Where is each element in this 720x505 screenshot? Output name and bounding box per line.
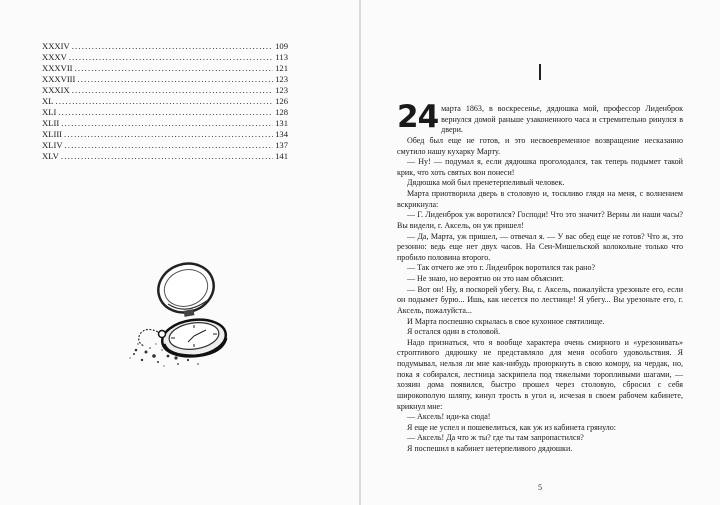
paragraph: — Г. Лиденброк уж воротился? Господи! Что это значит? Верны ли наши часы? Вы видели, г. Аксель, он уж пришел!: [397, 210, 683, 230]
toc-row: [42, 52, 288, 63]
toc-page-number: 109: [275, 41, 288, 51]
toc-row: [42, 41, 288, 52]
toc-row: [42, 129, 288, 140]
toc-chapter-number: XXXVII: [42, 63, 73, 74]
toc-page-number: 137: [275, 140, 288, 151]
paragraph: Я еще не успел и пошевелиться, как уж из кабинета грянуло:: [407, 422, 617, 432]
toc-row: [42, 118, 288, 129]
toc-leader-dots: [58, 107, 273, 118]
chapter-number: [539, 64, 541, 80]
toc-leader-dots: [75, 63, 274, 74]
paragraph: Надо признаться, что я вообще характера очень смирного и «урезонивать» строптивого дядюшку не представлялo для меня особого удовольствия. Я подумывал, нельзя ли мне как-нибудь проюркнуть в свою комору, на чердак, но, пока я собирался, лестница заскрипела под тяжелыми торопливыми шагами, — хозяин дома появился, быстро прошел через столовую, сбросил с себя широкополую шляпу, кинул трость в угол и, исчезая в своем рабочем кабинете, крикнул мне:: [397, 337, 683, 411]
toc-chapter-number: XXXIV: [42, 41, 70, 51]
toc-row: [42, 85, 288, 96]
toc-page-number: 123: [275, 85, 288, 96]
paragraph: Я поспешил в кабинет нетерпеливого дядюшки.: [407, 444, 573, 453]
paragraph: — Аксель! иди-ка сюда!: [407, 412, 491, 422]
toc-page-number: 131: [275, 118, 288, 129]
toc-leader-dots: [69, 52, 274, 63]
toc-chapter-number: XXXVIII: [42, 74, 76, 85]
chapter-text: [397, 99, 683, 455]
toc-chapter-number: XXXIX: [42, 85, 70, 96]
pocket-watch-icon: [128, 256, 238, 368]
opening-paragraph: [397, 99, 683, 136]
opening-text: марта 1863, в воскресенье, дядюшка мой, профессор Лиденброк вернулся домой раньше узаконенного часа и стремительно ринулся в двери.: [441, 104, 683, 135]
toc-leader-dots: [64, 129, 273, 140]
toc-chapter-number: XLV: [42, 151, 59, 162]
toc-page-number: 141: [275, 151, 288, 162]
paragraph: Я остался один в столовой.: [407, 327, 501, 337]
toc-chapter-number: XXXV: [42, 52, 67, 63]
toc-page-number: 121: [275, 63, 288, 74]
toc-page-number: 126: [275, 96, 288, 107]
toc-row: [42, 74, 288, 85]
toc-page-number: 123: [275, 74, 288, 85]
toc-leader-dots: [61, 151, 273, 162]
toc-page-number: 134: [275, 129, 288, 140]
toc-leader-dots: [61, 118, 273, 129]
paragraph: — Вот он! Ну, я поскорей убегу. Вы, г. Аксель, пожалуйста урезоньте его, если он подымет бурю... Ишь, как несется по лестнице! Я убегу... Вы урезоньте его, г. Аксель, пожалуйста...: [397, 284, 683, 315]
toc-chapter-number: XLII: [42, 118, 60, 129]
paragraph: — Да, Марта, уж пришел, — отвечал я. — У вас обед еще не готов? Что ж, это резонно: ведь еще нет двух часов. На Сен-Мишельской колокольне только что пробило половина второго.: [397, 231, 683, 262]
toc-chapter-number: XLIV: [42, 140, 63, 151]
paragraph: Марта приотворила дверь в столовую и, тоскливо глядя на меня, с волнением вскрикнула:: [397, 189, 683, 209]
left-page: [0, 0, 359, 505]
toc-leader-dots: [72, 41, 273, 52]
paragraph: — Не знаю, но вероятно он это нам объяснит.: [407, 274, 564, 283]
page-number: 5: [538, 483, 542, 492]
paragraph: Обед был еще не готов, и это несвоевременное возвращение нескaзанно смутило нашу кухарку Марту.: [397, 135, 683, 156]
paragraph: Дядюшка мой был пренетерпеливый человек.: [407, 178, 565, 188]
toc-leader-dots: [77, 74, 273, 85]
toc-row: [42, 107, 288, 118]
toc-chapter-number: XLIII: [42, 129, 63, 140]
toc-row: [42, 96, 288, 107]
paragraph: — Аксель! Да что ж ты? где ты там запропастился?: [407, 433, 584, 443]
paragraph: — Так отчего же это г. Лиденброк воротился так рано?: [407, 263, 596, 273]
toc-leader-dots: [72, 85, 273, 96]
toc-leader-dots: [55, 96, 273, 107]
toc-chapter-number: XL: [42, 96, 54, 107]
toc-row: [42, 63, 288, 74]
toc-row: [42, 140, 288, 151]
toc-leader-dots: [65, 140, 274, 151]
table-of-contents: [42, 41, 288, 163]
paragraph: И Марта поспешно скрылась в свое кухонное святилище.: [407, 316, 605, 326]
paragraph: — Ну! — подумал я, если дядюшка проголодался, так теперь подымет такой крик, что хоть святых вон понеси!: [397, 157, 683, 177]
drop-cap-date: 24: [397, 99, 439, 135]
toc-row: [42, 151, 288, 162]
toc-page-number: 128: [275, 107, 288, 118]
toc-page-number: 113: [275, 52, 288, 63]
toc-chapter-number: XLI: [42, 107, 57, 118]
